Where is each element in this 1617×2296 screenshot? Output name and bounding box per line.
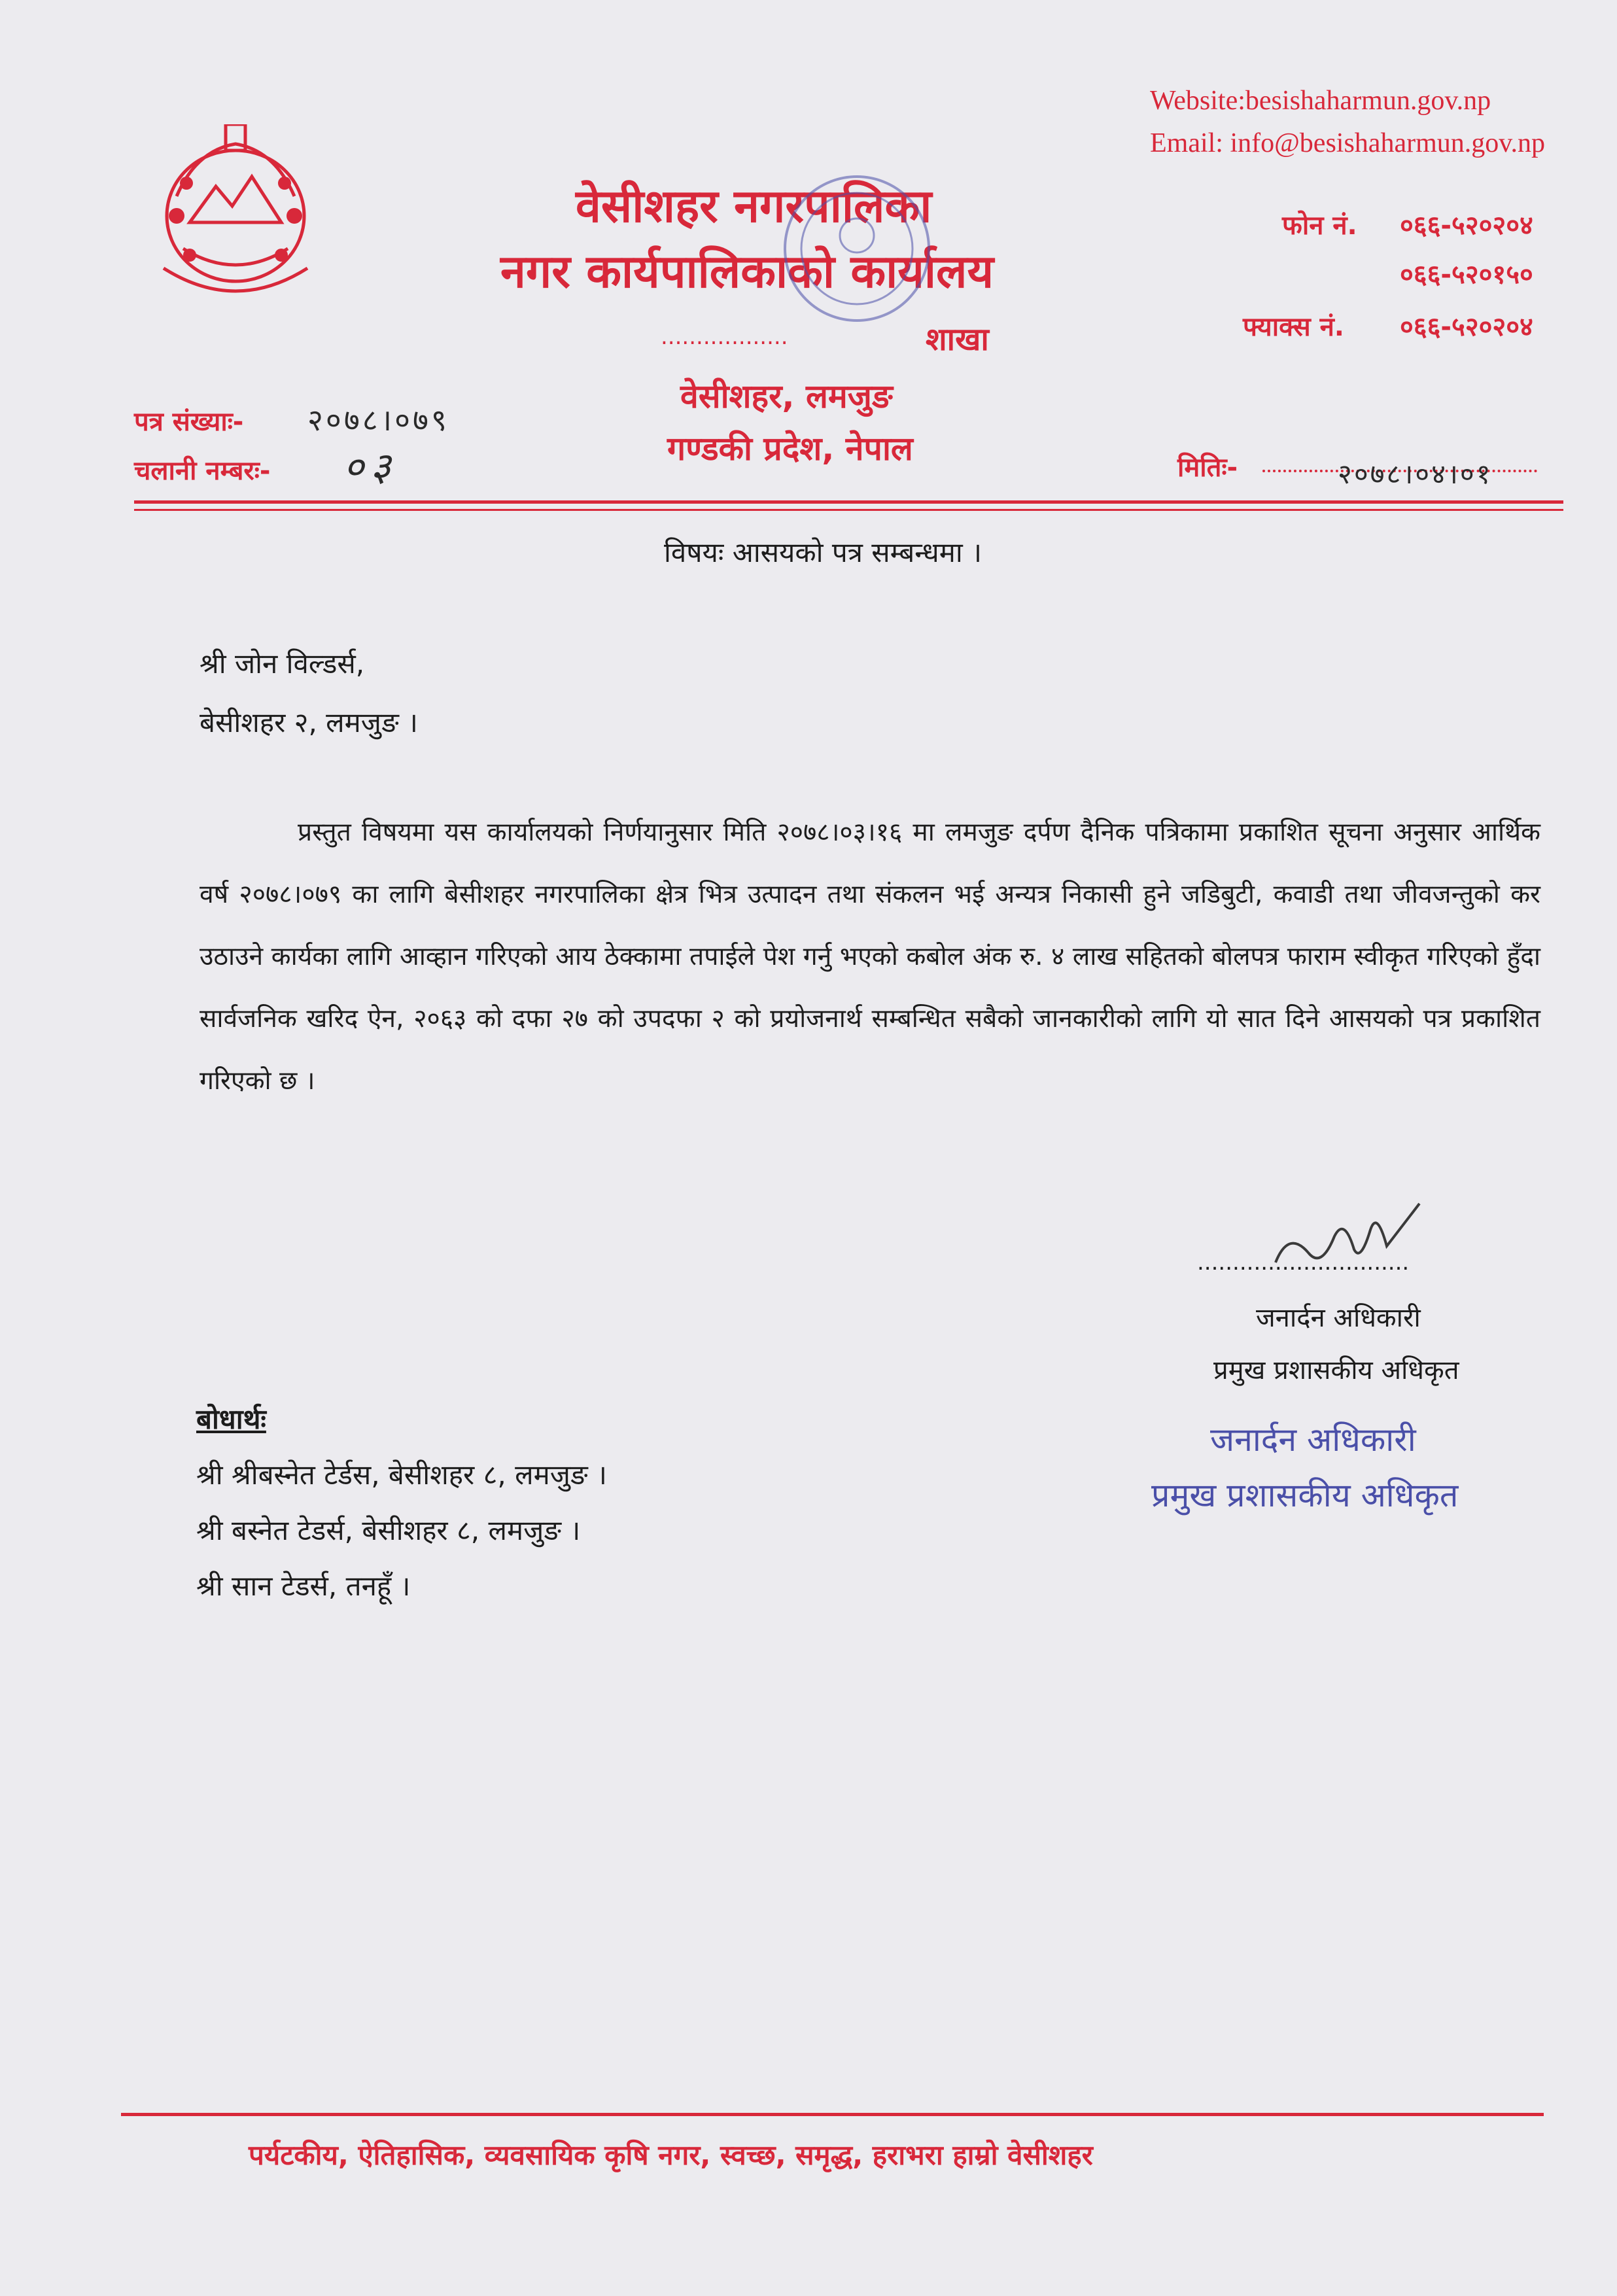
stamp-name: जनार्दन अधिकारी xyxy=(1210,1421,1416,1459)
branch-label: शाखा xyxy=(926,321,989,358)
header-rule-top xyxy=(134,500,1563,504)
branch-dots: .................. xyxy=(661,324,788,350)
date-value: २०७८।०४।०१ xyxy=(1338,458,1493,490)
address-line1: वेसीशहर, लमजुङ xyxy=(680,377,893,415)
phone-2: ०६६-५२०१५० xyxy=(1400,260,1533,290)
fax-label: फ्याक्स नं. xyxy=(1243,312,1345,342)
nepal-emblem-icon xyxy=(137,124,334,307)
date-label: मितिः- xyxy=(1177,453,1238,483)
signatory-name: जनार्दन अधिकारी xyxy=(1256,1303,1421,1333)
phone-1: ०६६-५२०२०४ xyxy=(1400,211,1533,241)
letter-no-value: २०७८।०७९ xyxy=(307,402,449,438)
stamp-title: प्रमुख प्रशासकीय अधिकृत xyxy=(1151,1476,1459,1514)
signature-dots: .............................. xyxy=(1197,1249,1410,1276)
letter-body: प्रस्तुत विषयमा यस कार्यालयको निर्णयानुसार मिति २०७८।०३।१६ मा लमजुङ दर्पण दैनिक पत्रिकामा प्रकाशित सूचना अनुसार आर्थिक वर्ष २०७८।०७९ का लागि बेसीशहर नगरपालिका क्षेत्र भित्र उत्पादन तथा संकलन भई अन्यत्र निकासी हुने जडिबुटी, कवाडी तथा जीवजन्तुको कर उठाउने कार्यका लागि आव्हान गरिएको आय ठेक्कामा तपाईले पेश गर्नु भएको कबोल अंक रु. ४ लाख सहितको बोलपत्र फाराम स्वीकृत गरिएको हुँदा सार्वजनिक खरिद ऐन, २०६३ को दफा २७ को उपदफा २ को प्रयोजनार्थ सम्बन्धित सबैको जानकारीको लागि यो सात दिने आसयको पत्र प्रकाशित गरिएको छ । xyxy=(200,818,1540,1096)
fax-number: ०६६-५२०२०४ xyxy=(1400,312,1533,342)
website-text: Website:besishaharmun.gov.np xyxy=(1150,86,1491,116)
address-line2: गण्डकी प्रदेश, नेपाल xyxy=(667,430,913,468)
signatory-title: प्रमुख प्रशासकीय अधिकृत xyxy=(1213,1355,1459,1385)
letter-no-label: पत्र संख्याः- xyxy=(134,407,244,437)
phone-label: फोन नं. xyxy=(1282,211,1357,241)
header-rule-bottom xyxy=(134,509,1563,511)
org-name: वेसीशहर नगरपालिका xyxy=(576,179,932,233)
office-seal-stamp xyxy=(772,164,942,334)
cc-item-2: श्री बस्नेत टेडर्स, बेसीशहर ८, लमजुङ । xyxy=(196,1514,581,1546)
cc-item-1: श्री श्रीबस्नेत टेर्डस, बेसीशहर ८, लमजुङ । xyxy=(196,1459,607,1491)
dispatch-no-label: चलानी नम्बरः- xyxy=(134,456,271,486)
dispatch-no-value: ०३ xyxy=(343,444,398,490)
email-text: Email: info@besishaharmun.gov.np xyxy=(1150,128,1546,158)
office-name: नगर कार्यपालिकाको कार्यालय xyxy=(500,245,994,298)
footer-slogan: पर्यटकीय, ऐतिहासिक, व्यवसायिक कृषि नगर, स्वच्छ, समृद्ध, हराभरा हाम्रो वेसीशहर xyxy=(249,2139,1093,2171)
cc-heading: बोधार्थः xyxy=(196,1403,266,1435)
recipient-address: बेसीशहर २, लमजुङ । xyxy=(200,706,418,739)
subject-line: विषयः आसयको पत्र सम्बन्धमा । xyxy=(664,536,982,568)
recipient-name: श्री जोन विल्डर्स, xyxy=(200,648,365,680)
footer-rule xyxy=(121,2113,1544,2116)
cc-item-3: श्री सान टेडर्स, तनहूँ । xyxy=(196,1570,411,1602)
